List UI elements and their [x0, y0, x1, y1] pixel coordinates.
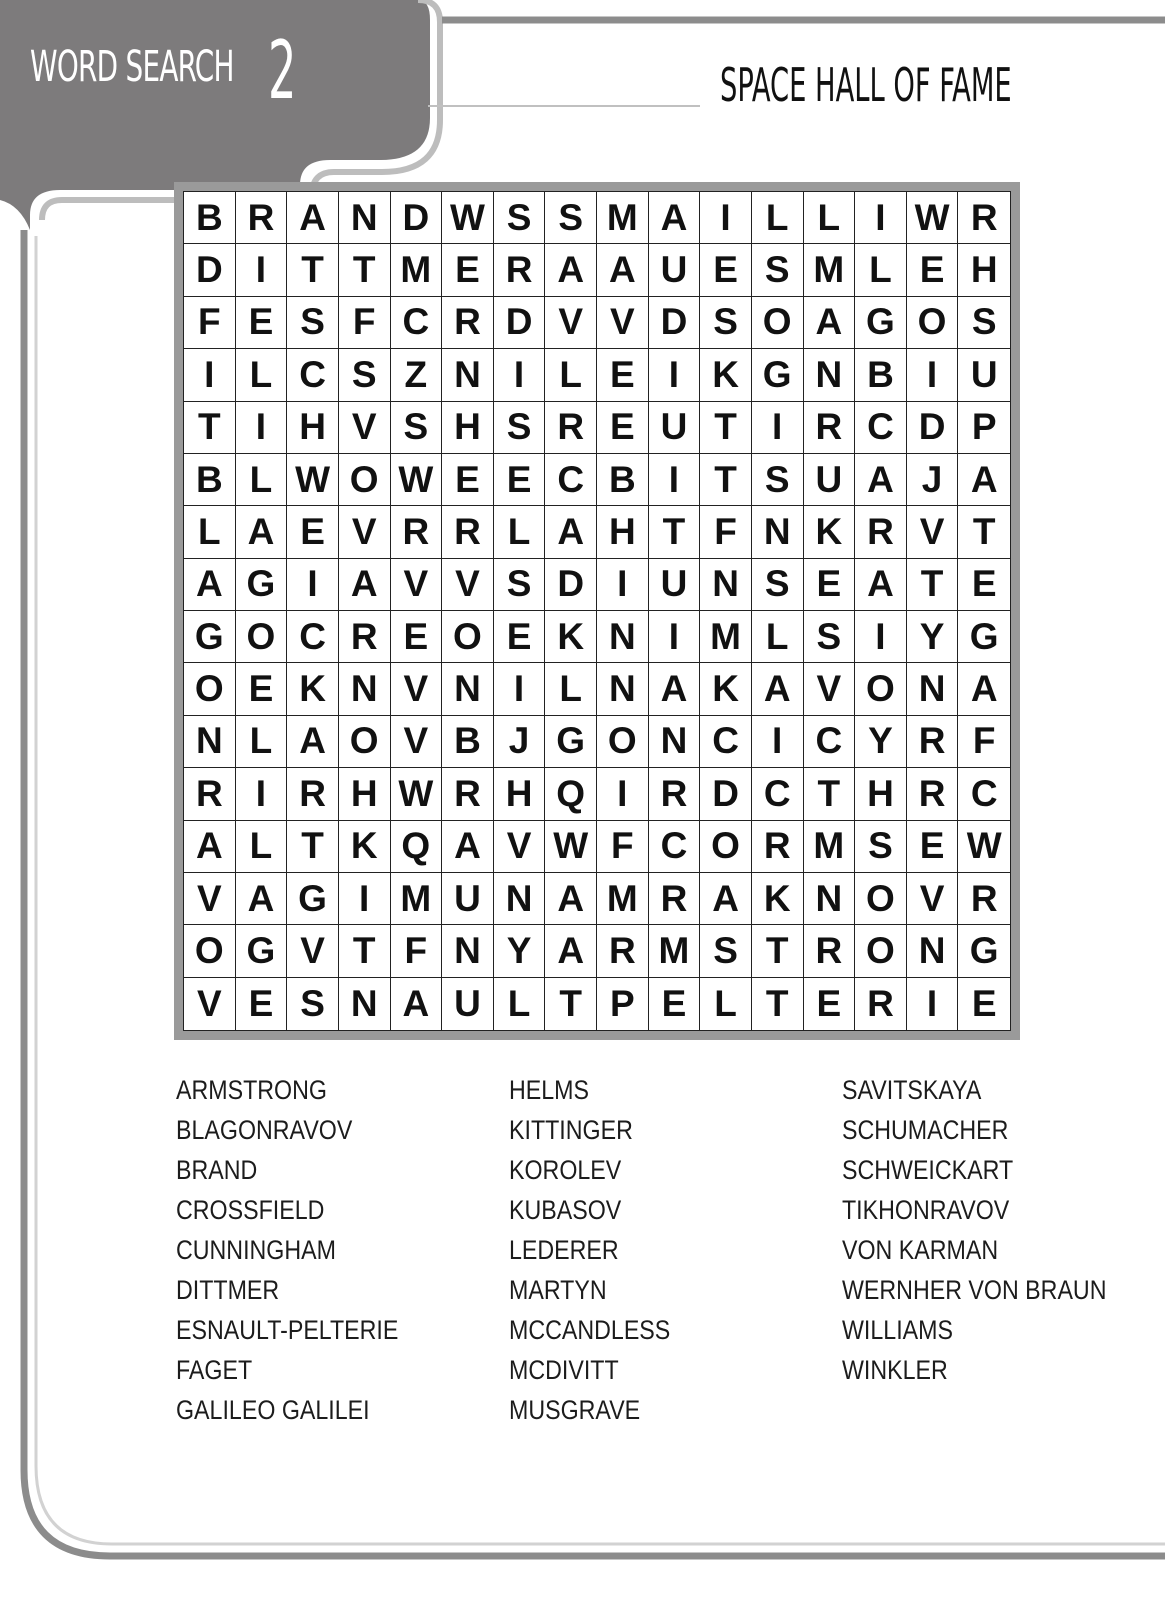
grid-cell: M — [391, 244, 443, 296]
grid-cell: E — [442, 454, 494, 506]
grid-cell: N — [907, 925, 959, 977]
grid-cell: K — [287, 663, 339, 715]
grid-cell: I — [287, 559, 339, 611]
grid-cell: E — [494, 611, 546, 663]
grid-cell: L — [855, 244, 907, 296]
grid-cell: A — [804, 297, 856, 349]
grid-cell: L — [236, 716, 288, 768]
grid-cell: U — [442, 873, 494, 925]
grid-cell: H — [494, 768, 546, 820]
grid-cell: C — [545, 454, 597, 506]
grid-cell: U — [442, 978, 494, 1030]
grid-cell: E — [971, 982, 997, 1024]
grid-cell: D — [184, 244, 236, 296]
grid-cell: R — [958, 192, 1010, 244]
grid-cell: R — [907, 716, 959, 768]
grid-cell: T — [700, 454, 752, 506]
grid-cell: J — [494, 716, 546, 768]
grid-cell: N — [804, 349, 856, 401]
word-list-item: WERNHER VON BRAUN — [842, 1275, 1107, 1305]
grid-cell: C — [287, 611, 339, 663]
grid-cell: G — [236, 559, 288, 611]
grid-cell: A — [184, 559, 236, 611]
word-list-item: MCCANDLESS — [509, 1315, 671, 1345]
grid-cell: K — [339, 821, 391, 873]
grid-cell: I — [494, 349, 546, 401]
grid-cell: C — [287, 349, 339, 401]
grid-cell: Z — [391, 349, 443, 401]
grid-cell: E — [597, 349, 649, 401]
grid-cell: L — [545, 349, 597, 401]
word-list-item: SAVITSKAYA — [842, 1075, 982, 1105]
grid-cell: G — [958, 611, 1010, 663]
grid-cell: T — [700, 402, 752, 454]
grid-cell: D — [494, 297, 546, 349]
grid-cell: R — [236, 192, 288, 244]
grid-cell: N — [339, 978, 391, 1030]
grid-cell: G — [545, 716, 597, 768]
word-list-item: WINKLER — [842, 1355, 948, 1385]
grid-cell: N — [442, 925, 494, 977]
word-list-item: LEDERER — [509, 1235, 619, 1265]
grid-cell: V — [339, 402, 391, 454]
word-list-item: HELMS — [509, 1075, 590, 1105]
word-list-item: CUNNINGHAM — [176, 1235, 336, 1265]
word-search-grid-border — [174, 182, 1020, 1040]
grid-cell: A — [236, 873, 288, 925]
grid-cell: V — [907, 873, 959, 925]
grid-cell: N — [907, 663, 959, 715]
grid-cell: H — [855, 768, 907, 820]
grid-cell: C — [700, 716, 752, 768]
grid-cell: A — [855, 454, 907, 506]
grid-cell: N — [597, 663, 649, 715]
grid-cell: S — [391, 402, 443, 454]
grid-cell: F — [597, 821, 649, 873]
grid-cell: I — [907, 978, 959, 1030]
grid-cell: I — [907, 349, 959, 401]
grid-cell: A — [339, 559, 391, 611]
grid-cell: S — [700, 925, 752, 977]
grid-cell: E — [907, 244, 959, 296]
grid-cell: N — [184, 716, 236, 768]
grid-cell: B — [184, 192, 236, 244]
grid-cell: S — [855, 821, 907, 873]
word-list-item: MCDIVITT — [509, 1355, 619, 1385]
grid-cell: W — [391, 768, 443, 820]
grid-cell: R — [545, 402, 597, 454]
grid-cell: R — [855, 506, 907, 558]
grid-cell: V — [391, 559, 443, 611]
grid-cell: K — [752, 873, 804, 925]
grid-cell: Y — [855, 716, 907, 768]
grid-cell: I — [597, 559, 649, 611]
grid-cell: F — [339, 297, 391, 349]
grid-cell: A — [700, 873, 752, 925]
grid-cell: R — [958, 873, 1010, 925]
grid-cell: I — [700, 192, 752, 244]
grid-cell: F — [184, 297, 236, 349]
grid-cell: A — [545, 925, 597, 977]
grid-cell: A — [287, 716, 339, 768]
grid-cell: W — [907, 192, 959, 244]
grid-cell: O — [339, 454, 391, 506]
grid-cell: T — [287, 244, 339, 296]
grid-cell: M — [649, 925, 701, 977]
grid-cell: R — [804, 925, 856, 977]
grid-cell: Q — [391, 821, 443, 873]
grid-cell: O — [339, 716, 391, 768]
word-list-item: SCHWEICKART — [842, 1155, 1014, 1185]
grid-cell: S — [494, 402, 546, 454]
word-list-item: BRAND — [176, 1155, 258, 1185]
grid-cell: O — [907, 297, 959, 349]
grid-cell: K — [545, 611, 597, 663]
grid-cell: R — [804, 402, 856, 454]
grid-cell: O — [700, 821, 752, 873]
grid-cell: S — [804, 611, 856, 663]
puzzle-subtitle: SPACE HALL OF FAME — [720, 58, 1012, 112]
grid-cell: G — [236, 925, 288, 977]
grid-cell: T — [752, 925, 804, 977]
word-list-item: ARMSTRONG — [176, 1075, 327, 1105]
grid-cell: M — [804, 244, 856, 296]
grid-cell: V — [442, 559, 494, 611]
word-search-grid — [183, 191, 1011, 1031]
grid-cell: F — [391, 925, 443, 977]
word-list-item: ESNAULT-PELTERIE — [176, 1315, 399, 1345]
grid-cell: E — [442, 244, 494, 296]
grid-cell: K — [700, 349, 752, 401]
grid-cell: H — [442, 402, 494, 454]
grid-cell: H — [287, 402, 339, 454]
grid-cell: B — [855, 349, 907, 401]
grid-cell: U — [649, 402, 701, 454]
grid-cell: O — [855, 663, 907, 715]
grid-cell: V — [907, 506, 959, 558]
grid-cell: E — [700, 244, 752, 296]
grid-cell: R — [494, 244, 546, 296]
grid-cell: W — [545, 821, 597, 873]
grid-cell: D — [649, 297, 701, 349]
grid-cell: O — [855, 925, 907, 977]
grid-cell: R — [442, 768, 494, 820]
grid-cell: T — [752, 978, 804, 1030]
word-list-item: TIKHONRAVOV — [842, 1195, 1010, 1225]
grid-cell: V — [597, 297, 649, 349]
grid-cell: E — [494, 454, 546, 506]
grid-cell: L — [236, 454, 288, 506]
grid-cell: E — [287, 506, 339, 558]
grid-cell: N — [442, 349, 494, 401]
grid-cell: R — [855, 978, 907, 1030]
grid-cell: T — [907, 559, 959, 611]
grid-cell: N — [494, 873, 546, 925]
grid-cell: R — [339, 611, 391, 663]
grid-cell: L — [804, 192, 856, 244]
word-list-item: CROSSFIELD — [176, 1195, 325, 1225]
header-title-words: WORD SEARCH — [30, 42, 234, 92]
grid-cell: A — [236, 506, 288, 558]
grid-cell: P — [597, 978, 649, 1030]
word-list-item: GALILEO GALILEI — [176, 1395, 370, 1425]
grid-cell: L — [545, 663, 597, 715]
grid-cell: N — [339, 192, 391, 244]
grid-cell: N — [752, 506, 804, 558]
grid-cell: O — [236, 611, 288, 663]
grid-cell: A — [958, 454, 1010, 506]
header-title-number: 2 — [268, 24, 297, 117]
grid-cell: M — [700, 611, 752, 663]
grid-cell: S — [545, 192, 597, 244]
grid-cell: N — [339, 663, 391, 715]
word-list-item: VON KARMAN — [842, 1235, 999, 1265]
grid-cell: G — [752, 349, 804, 401]
grid-cell: T — [545, 978, 597, 1030]
grid-cell: I — [597, 768, 649, 820]
grid-cell: E — [236, 663, 288, 715]
grid-cell: A — [597, 244, 649, 296]
grid-cell: S — [339, 349, 391, 401]
grid-cell: L — [184, 506, 236, 558]
grid-cell: C — [804, 716, 856, 768]
grid-cell: I — [236, 768, 288, 820]
grid-cell: W — [958, 821, 1010, 873]
header-title — [30, 22, 350, 117]
word-list-item: KITTINGER — [509, 1115, 633, 1145]
grid-cell: Y — [907, 611, 959, 663]
grid-cell: S — [752, 559, 804, 611]
grid-cell: A — [391, 978, 443, 1030]
grid-cell: O — [184, 925, 236, 977]
grid-cell: I — [494, 663, 546, 715]
grid-cell: U — [649, 244, 701, 296]
grid-cell: S — [494, 192, 546, 244]
grid-cell: T — [649, 506, 701, 558]
grid-cell: A — [855, 559, 907, 611]
grid-cell: R — [287, 768, 339, 820]
word-list-column-2 — [509, 1070, 819, 1430]
grid-cell: T — [287, 821, 339, 873]
grid-cell: R — [597, 925, 649, 977]
grid-cell: K — [804, 506, 856, 558]
grid-cell: A — [752, 663, 804, 715]
grid-cell: R — [649, 768, 701, 820]
word-list-item: KOROLEV — [509, 1155, 622, 1185]
grid-cell: W — [287, 454, 339, 506]
grid-cell: S — [494, 559, 546, 611]
grid-cell: V — [287, 925, 339, 977]
grid-cell: E — [804, 559, 856, 611]
grid-cell: N — [804, 873, 856, 925]
grid-cell: I — [339, 873, 391, 925]
grid-cell: M — [597, 873, 649, 925]
word-list-item: MARTYN — [509, 1275, 607, 1305]
grid-cell: I — [752, 402, 804, 454]
grid-cell: A — [545, 506, 597, 558]
grid-cell: U — [804, 454, 856, 506]
grid-cell: E — [804, 978, 856, 1030]
grid-cell: V — [391, 663, 443, 715]
grid-cell: H — [339, 768, 391, 820]
grid-cell: R — [649, 873, 701, 925]
grid-cell: F — [700, 506, 752, 558]
grid-cell: Y — [494, 925, 546, 977]
grid-cell: R — [442, 297, 494, 349]
grid-cell: L — [236, 349, 288, 401]
grid-cell: B — [184, 454, 236, 506]
word-list-item: FAGET — [176, 1355, 253, 1385]
grid-cell: C — [391, 297, 443, 349]
grid-cell: E — [236, 297, 288, 349]
word-list-column-3 — [842, 1070, 1152, 1390]
grid-cell: A — [545, 873, 597, 925]
grid-cell: R — [442, 506, 494, 558]
grid-cell: K — [700, 663, 752, 715]
grid-cell: U — [649, 559, 701, 611]
grid-cell: V — [391, 716, 443, 768]
grid-cell: E — [236, 978, 288, 1030]
grid-cell: I — [649, 349, 701, 401]
grid-cell: A — [287, 192, 339, 244]
grid-cell: A — [442, 821, 494, 873]
grid-cell: U — [958, 349, 1010, 401]
grid-cell: I — [649, 454, 701, 506]
grid-cell: L — [700, 978, 752, 1030]
grid-cell: D — [907, 402, 959, 454]
grid-cell: R — [184, 768, 236, 820]
grid-cell: M — [597, 192, 649, 244]
grid-cell: T — [804, 768, 856, 820]
word-list-item: DITTMER — [176, 1275, 280, 1305]
grid-cell: V — [804, 663, 856, 715]
grid-cell: W — [391, 454, 443, 506]
grid-cell: C — [855, 402, 907, 454]
grid-cell: L — [236, 821, 288, 873]
grid-cell: G — [855, 297, 907, 349]
word-list-item: SCHUMACHER — [842, 1115, 1009, 1145]
grid-cell: C — [752, 768, 804, 820]
grid-cell: H — [958, 244, 1010, 296]
grid-cell: S — [958, 297, 1010, 349]
grid-cell: I — [855, 611, 907, 663]
grid-cell: V — [184, 873, 236, 925]
grid-cell: P — [958, 402, 1010, 454]
grid-cell: E — [649, 978, 701, 1030]
grid-cell: I — [236, 244, 288, 296]
grid-cell: E — [907, 821, 959, 873]
word-list-item: KUBASOV — [509, 1195, 622, 1225]
grid-cell: G — [287, 873, 339, 925]
grid-cell: O — [184, 663, 236, 715]
grid-cell: A — [184, 821, 236, 873]
grid-cell: I — [752, 716, 804, 768]
grid-cell: I — [184, 349, 236, 401]
grid-cell: A — [649, 663, 701, 715]
grid-cell: O — [597, 716, 649, 768]
grid-cell: B — [597, 454, 649, 506]
grid-cell: I — [236, 402, 288, 454]
grid-cell: N — [597, 611, 649, 663]
grid-cell: F — [958, 716, 1010, 768]
grid-cell: T — [184, 402, 236, 454]
grid-cell: N — [700, 559, 752, 611]
grid-cell: O — [855, 873, 907, 925]
grid-cell: C — [958, 768, 1010, 820]
grid-cell: D — [545, 559, 597, 611]
grid-cell: S — [287, 297, 339, 349]
grid-cell: I — [855, 192, 907, 244]
grid-cell: L — [752, 611, 804, 663]
grid-cell: O — [752, 297, 804, 349]
word-list-item: MUSGRAVE — [509, 1395, 641, 1425]
grid-cell: V — [494, 821, 546, 873]
grid-cell: Q — [545, 768, 597, 820]
grid-cell: G — [958, 925, 1010, 977]
grid-cell: W — [442, 192, 494, 244]
grid-cell: V — [339, 506, 391, 558]
grid-cell: S — [752, 244, 804, 296]
grid-cell: S — [287, 978, 339, 1030]
grid-cell: M — [804, 821, 856, 873]
grid-cell: A — [649, 192, 701, 244]
grid-cell: L — [494, 506, 546, 558]
grid-cell: M — [391, 873, 443, 925]
grid-cell: E — [597, 402, 649, 454]
grid-cell: T — [339, 925, 391, 977]
grid-cell: T — [339, 244, 391, 296]
grid-cell: L — [494, 978, 546, 1030]
grid-cell: B — [442, 716, 494, 768]
grid-cell: G — [184, 611, 236, 663]
word-list-column-1 — [176, 1070, 486, 1430]
grid-cell: O — [442, 611, 494, 663]
word-list — [176, 1070, 1136, 1450]
grid-cell: R — [907, 768, 959, 820]
grid-cell: N — [442, 663, 494, 715]
grid-cell: E — [391, 611, 443, 663]
grid-cell: R — [752, 821, 804, 873]
grid-cell: S — [700, 297, 752, 349]
grid-cell: J — [907, 454, 959, 506]
grid-cell: H — [597, 506, 649, 558]
grid-cell: A — [545, 244, 597, 296]
grid-cell: C — [649, 821, 701, 873]
grid-cell: A — [958, 663, 1010, 715]
grid-cell: D — [700, 768, 752, 820]
grid-cell: I — [649, 611, 701, 663]
grid-cell: N — [649, 716, 701, 768]
grid-cell: S — [752, 454, 804, 506]
grid-cell: T — [958, 506, 1010, 558]
grid-cell: D — [391, 192, 443, 244]
grid-cell: V — [184, 978, 236, 1030]
grid-cell: L — [752, 192, 804, 244]
grid-cell: E — [958, 559, 1010, 611]
word-list-item: BLAGONRAVOV — [176, 1115, 353, 1145]
grid-cell: V — [545, 297, 597, 349]
word-list-item: WILLIAMS — [842, 1315, 953, 1345]
grid-cell: R — [391, 506, 443, 558]
